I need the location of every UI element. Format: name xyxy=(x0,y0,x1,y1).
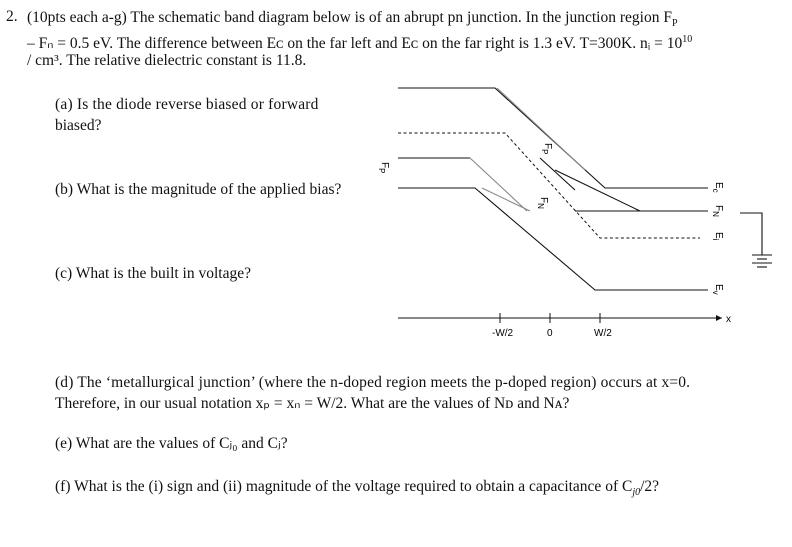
band-diagram xyxy=(360,70,780,350)
ec-label: $E_c$ xyxy=(711,182,724,193)
problem-intro-line2: – Fₙ = 0.5 eV. The difference between Eᴄ on the far left and Eᴄ on the far right is 1.3 eV. T=300K. nᵢ = $10^{10}$ xyxy=(27,34,693,53)
tick-label-zero: 0 xyxy=(547,328,553,339)
x-axis-arrow xyxy=(716,315,722,321)
ei-label: $E_i$ xyxy=(711,232,724,241)
tick-label-neg: -W/2 xyxy=(492,328,514,339)
question-d-line1: (d) The ‘metallurgical junction’ (where the n-doped region meets the p-doped region) occurs at x=0. xyxy=(55,374,691,391)
ec-inner-diagonal xyxy=(497,88,585,170)
x-axis-label: x xyxy=(726,314,731,325)
fn-mid-label: $F_N$ xyxy=(536,197,549,209)
ev-label: $E_v$ xyxy=(711,284,724,295)
ec-band-line xyxy=(398,88,708,188)
fn-label: $F_N$ xyxy=(711,205,724,217)
fp-fn-connector xyxy=(470,158,527,211)
battery-icon xyxy=(740,213,772,267)
question-a-line2: biased? xyxy=(55,117,102,134)
fp-left-label: $F_P$ xyxy=(377,162,390,174)
question-d-line2: Therefore, in our usual notation xₚ = xₙ = W/2. What are the values of Nᴅ and Nᴀ? xyxy=(55,395,570,412)
fp-mid-label: $F_P$ xyxy=(540,143,553,155)
question-f: (f) What is the (i) sign and (ii) magnitude of the voltage required to obtain a capacitance of $C_{j0}/2$? xyxy=(55,478,660,499)
problem-number: 2. xyxy=(6,8,18,25)
question-a-line1: (a) Is the diode reverse biased or forward xyxy=(55,96,319,113)
question-b: (b) What is the magnitude of the applied bias? xyxy=(55,181,342,198)
tick-label-pos: W/2 xyxy=(594,328,612,339)
fp-junction-line xyxy=(555,170,640,211)
ev-band-line xyxy=(398,188,708,290)
problem-intro-line3: / cm³. The relative dielectric constant is 11.8. xyxy=(27,52,307,69)
ec-mid-connector xyxy=(540,158,575,190)
question-c: (c) What is the built in voltage? xyxy=(55,265,251,282)
problem-intro-line1: (10pts each a-g) The schematic band diagram below is of an abrupt pn junction. In the junction region $F_P$ xyxy=(27,9,678,30)
question-e: (e) What are the values of Cⱼ₀ and Cⱼ? xyxy=(55,435,288,452)
